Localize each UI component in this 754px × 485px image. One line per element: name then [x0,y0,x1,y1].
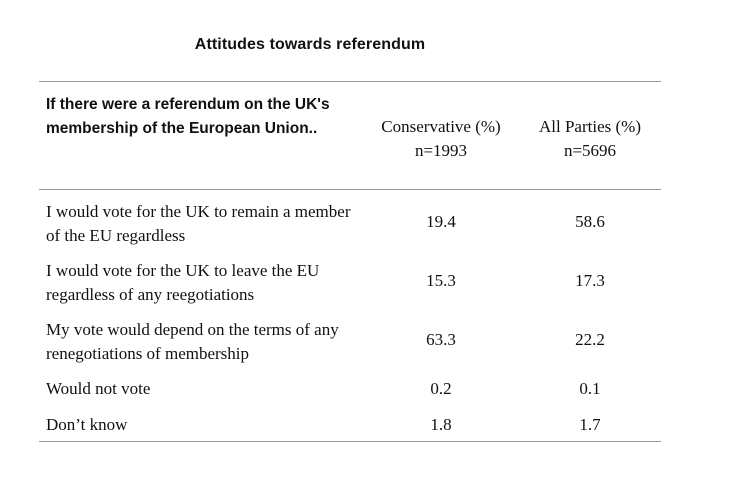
column-header-conservative [360,115,522,163]
column-header-sample-size: n=5696 [563,141,617,160]
row-label: I would vote for the UK to leave the EU regardless of any reegotiations [46,261,320,304]
value-all-parties: 17.3 [575,271,605,290]
value-all-parties: 0.1 [579,379,601,398]
value-conservative: 63.3 [426,330,456,349]
column-header-all-parties [520,115,660,163]
column-header-sample-size: n=1993 [414,141,468,160]
row-label: Would not vote [46,379,151,398]
column-header-label: All Parties (%) [539,117,641,136]
value-conservative: 19.4 [426,212,456,231]
header-rule [39,189,661,190]
value-all-parties: 58.6 [575,212,605,231]
value-all-parties: 1.7 [579,415,601,434]
table-title: Attitudes towards referendum [194,36,426,53]
value-conservative: 15.3 [426,271,456,290]
bottom-rule [39,441,661,442]
value-all-parties: 22.2 [575,330,605,349]
row-label: Don’t know [46,415,128,434]
row-label: I would vote for the UK to remain a member of the EU regardless [46,202,351,245]
top-rule [39,81,661,82]
row-label: My vote would depend on the terms of any renegotiations of membership [46,320,339,363]
value-conservative: 0.2 [430,379,452,398]
question-header: If there were a referendum on the UK's membership of the European Union.. [46,96,330,137]
value-conservative: 1.8 [430,415,452,434]
column-header-label: Conservative (%) [381,117,501,136]
